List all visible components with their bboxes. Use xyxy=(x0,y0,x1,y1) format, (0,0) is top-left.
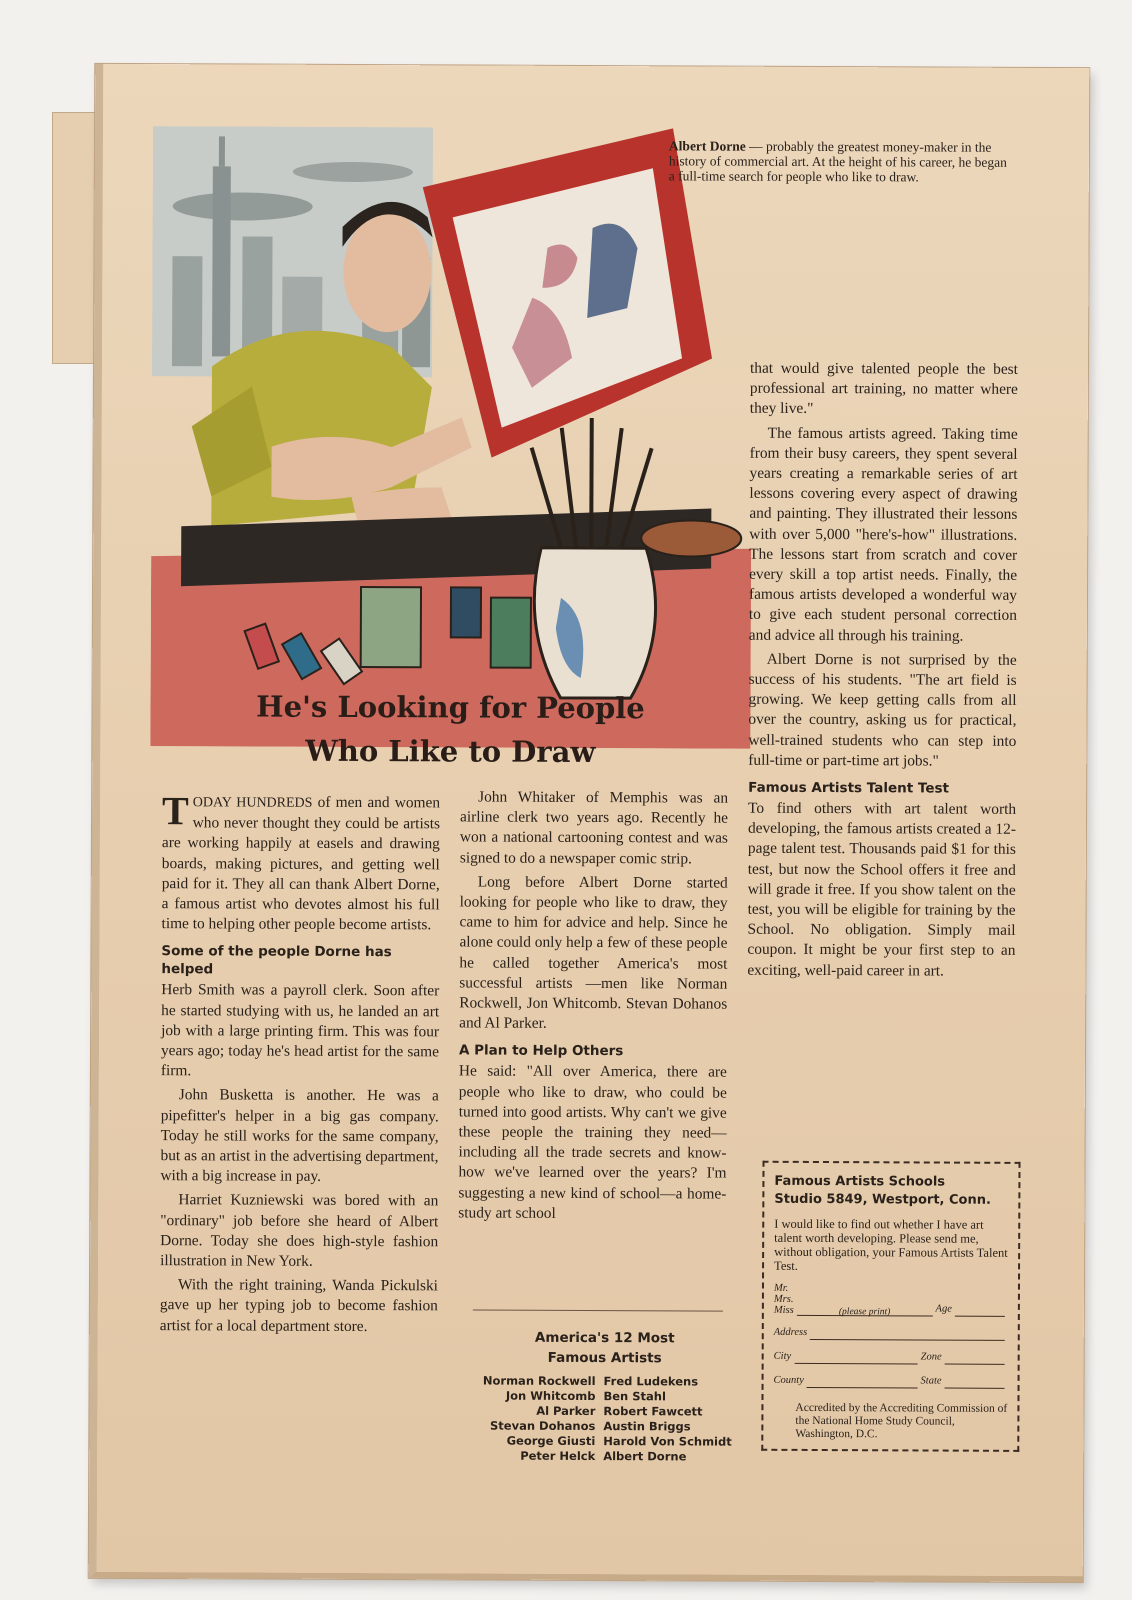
artist-name: Norman Rockwell xyxy=(482,1373,596,1389)
column-3 xyxy=(747,359,1018,986)
intro-text: of men and women who never thought they could be artists are working happily at easels and drawing boards, making pictures, and getting well paid for it. They all can thank Albert Dorne, a famous artist who devotes almost his full time to helping other people become artists. xyxy=(161,793,441,934)
column-2 xyxy=(458,787,728,1228)
paragraph-not-surprised: Albert Dorne is not surprised by the success of his students. "The art field is growing. We keep getting calls from all over the country, asking us for practical, well-trained students who can step into full-time or part-time art jobs." xyxy=(748,650,1017,770)
name-line[interactable] xyxy=(797,1305,933,1317)
artist-name: Peter Helck xyxy=(520,1448,596,1464)
albert-dorne-drawing-image xyxy=(150,126,753,749)
artist-row xyxy=(459,1388,749,1404)
county-label: County xyxy=(773,1374,804,1386)
paragraph-john-whitaker: John Whitaker of Memphis was an airline clerk two years ago. Recently he won a national cartooning contest and was signed to do a newspaper comic strip. xyxy=(459,788,729,868)
artist-row xyxy=(459,1433,749,1449)
comic-back-cover-page xyxy=(89,64,1090,1582)
artist-illustration xyxy=(150,126,753,749)
paragraph-herb-smith: Herb Smith was a payroll clerk. Soon after he started studying with us, he landed an art job with a large printing firm. This was four years ago; today he's head artist for the same firm. xyxy=(160,981,440,1080)
paragraph-artists-agreed: The famous artists agreed. Taking time from their busy careers, they spent several years creating a remarkable series of art lessons covering every aspect of drawing and painting. They illustrated their lessons with over 5,000 "here's-how" illustrations. The lessons start from scratch and cover every skill a top artist needs. Finally, the famous artists developed a wonderful way to give each student personal correction and advice all through his training. xyxy=(748,424,1018,645)
paragraph-talent-test: To find others with art talent worth developing, the famous artists created a 12-page talent test. Thousands paid $1 for this test, but now the School offers it free and will grade it free. If you show talent on the test, you will be eligible for training by the School. No obligation. Simply mail coupon. It might be your first step to an exciting, well-paid career in art. xyxy=(747,799,1017,980)
divider-rule xyxy=(473,1309,723,1311)
title-mr: Mr. xyxy=(773,1282,789,1294)
paragraph-john-busketta: John Busketta is another. He was a pipefitter's helper in a big gas company. Today he still works for the same company, but as an artist in the advertising department, with a big increase in pay. xyxy=(160,1086,439,1186)
city-label: City xyxy=(773,1350,792,1362)
artist-name: Al Parker xyxy=(536,1403,596,1419)
city-line[interactable] xyxy=(794,1353,918,1365)
zone-line[interactable] xyxy=(945,1354,1005,1365)
zone-label: Zone xyxy=(920,1351,942,1363)
paragraph-long-before: Long before Albert Dorne started looking for people who like to draw, they came to him for advice and help. Since he alone could only help a few of these people he called together America's most successful artists —men like Norman Rockwell, Jon Whitcomb. Stevan Dohanos and Al Parker. xyxy=(459,873,728,1033)
coupon-body: I would like to find out whether I have art talent worth developing. Please send me, without obligation, your Famous Artists Talent Test. xyxy=(774,1216,1008,1273)
illustration-caption xyxy=(669,138,1009,184)
artist-name: Fred Ludekens xyxy=(603,1374,699,1389)
paragraph-harriet: Harriet Kuzniewski was bored with an "ordinary" job before she heard of Albert Dorne. Today she does high-style fashion illustration in New York. xyxy=(160,1191,439,1270)
coupon-county-field[interactable] xyxy=(774,1374,1008,1389)
coupon-name-field[interactable] xyxy=(774,1283,1008,1317)
artist-row xyxy=(459,1403,749,1419)
subhead-talent-test: Famous Artists Talent Test xyxy=(748,779,950,797)
artist-name: Harold Von Schmidt xyxy=(603,1434,732,1449)
coupon-city-field[interactable] xyxy=(774,1350,1008,1365)
artist-name: Ben Stahl xyxy=(603,1389,666,1404)
intro-smallcaps: ODAY HUNDREDS xyxy=(192,795,313,811)
column-1 xyxy=(159,788,441,1341)
artist-name: Jon Whitcomb xyxy=(505,1388,596,1404)
artist-name: Austin Briggs xyxy=(603,1419,691,1434)
artist-name: George Giusti xyxy=(506,1433,596,1449)
famous-artists-list xyxy=(459,1327,750,1464)
coupon-studio-address: Studio 5849, Westport, Conn. xyxy=(774,1191,991,1208)
paragraph-he-said: He said: "All over America, there are people who like to draw, who could be turned into good artists. Why can't we give these people the training they need—including all the trade secrets and know-how we've learned over the years? I'm suggesting a new kind of school—a home-study art school xyxy=(458,1062,727,1222)
address-label: Address xyxy=(773,1326,808,1338)
paragraph-wanda: With the right training, Wanda Pickulski gave up her typing job to become fashion artist for a local department store. xyxy=(159,1276,439,1335)
age-label: Age xyxy=(935,1303,952,1315)
artist-row xyxy=(459,1418,749,1434)
caption-name: Albert Dorne xyxy=(668,138,746,154)
coupon-address-field[interactable] xyxy=(774,1326,1008,1341)
headline-line-2: Who Like to Draw xyxy=(305,733,596,770)
state-line[interactable] xyxy=(945,1378,1005,1389)
coupon-school-name: Famous Artists Schools xyxy=(774,1173,946,1190)
print-hint: (please print) xyxy=(838,1307,891,1318)
headline-line-1: He's Looking for People xyxy=(256,689,645,726)
caption-text: — probably the greatest money-maker in the history of commercial art. At the height of his career, he began a full-time search for people who like to draw. xyxy=(668,138,1007,185)
address-line[interactable] xyxy=(810,1329,1005,1341)
drop-cap: T xyxy=(161,788,189,834)
paper-tab-edge xyxy=(52,112,98,364)
artists-title-line-2: Famous Artists xyxy=(547,1349,662,1367)
coupon-accreditation: Accredited by the Accrediting Commission of the National Home Study Council, Washington, D.C. xyxy=(795,1401,1008,1441)
artists-title xyxy=(460,1327,750,1368)
county-line[interactable] xyxy=(807,1377,918,1388)
artist-row xyxy=(459,1448,749,1464)
artist-name: Stevan Dohanos xyxy=(489,1418,596,1434)
artist-row xyxy=(460,1373,750,1389)
artists-title-line-1: America's 12 Most xyxy=(534,1329,675,1347)
paragraph-talented-people: that would give talented people the best professional art training, no matter where they live." xyxy=(749,359,1019,418)
title-mrs: Mrs. xyxy=(773,1293,794,1305)
subhead-people-helped: Some of the people Dorne has helped xyxy=(161,943,392,978)
state-label: State xyxy=(920,1375,942,1387)
headline xyxy=(200,684,700,774)
age-line[interactable] xyxy=(955,1306,1005,1317)
subhead-plan: A Plan to Help Others xyxy=(458,1042,624,1060)
artist-name: Robert Fawcett xyxy=(603,1404,703,1419)
intro-paragraph xyxy=(161,788,441,936)
mail-coupon[interactable] xyxy=(761,1161,1020,1452)
artist-name: Albert Dorne xyxy=(603,1449,687,1464)
title-miss: Miss xyxy=(773,1304,794,1316)
